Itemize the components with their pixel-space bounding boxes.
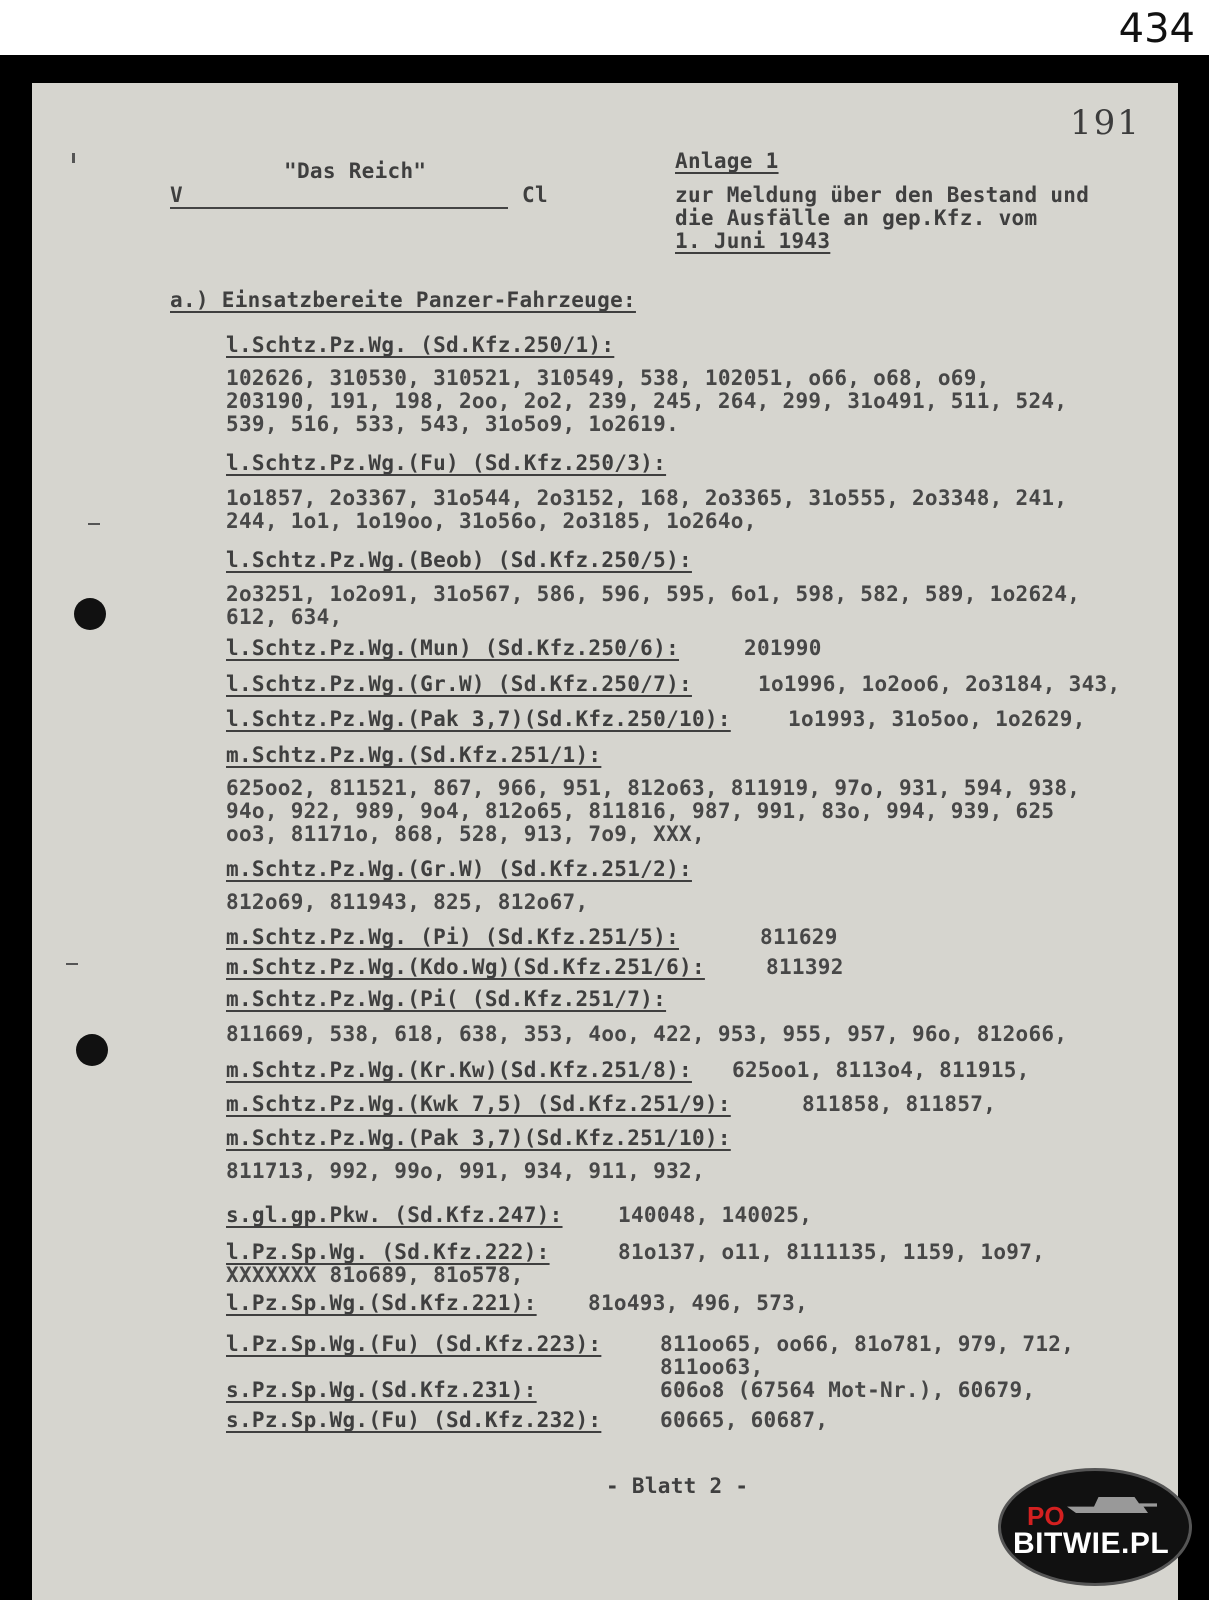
entry-values: 60665, 60687, (660, 1408, 829, 1432)
punch-hole-top (74, 598, 106, 630)
entry-label: m.Schtz.Pz.Wg. (Pi) (Sd.Kfz.251/5): (226, 925, 680, 949)
entry-label: l.Schtz.Pz.Wg.(Pak 3,7)(Sd.Kfz.250/10): (226, 707, 731, 731)
footer-blatt: - Blatt 2 - (606, 1474, 749, 1498)
entry-values: 203190, 191, 198, 2oo, 2o2, 239, 245, 264, 299, 31o491, 511, 524, (226, 389, 1068, 413)
entry-values: 811392 (766, 955, 844, 979)
entry-label: s.Pz.Sp.Wg.(Sd.Kfz.231): (226, 1378, 537, 1402)
entry-label: s.gl.gp.Pkw. (Sd.Kfz.247): (226, 1203, 563, 1227)
entry-values: 81o493, 496, 573, (588, 1291, 809, 1315)
entry-values: 94o, 922, 989, 9o4, 812o65, 811816, 987, 991, 83o, 994, 939, 625 (226, 799, 1055, 823)
entry-values: 811713, 992, 99o, 991, 934, 911, 932, (226, 1159, 705, 1183)
tank-icon (1067, 1497, 1157, 1513)
entry-label: m.Schtz.Pz.Wg.(Pi( (Sd.Kfz.251/7): (226, 987, 667, 1011)
top-bar (0, 0, 1209, 55)
entry-values: XXXXXXX 81o689, 81o578, (226, 1263, 524, 1287)
entry-values: 1o1993, 31o5oo, 1o2629, (788, 707, 1086, 731)
cl-label: Cl (522, 183, 548, 207)
entry-values: 625oo2, 811521, 867, 966, 951, 812o63, 811919, 97o, 931, 594, 938, (226, 776, 1081, 800)
entry-label: l.Pz.Sp.Wg.(Fu) (Sd.Kfz.223): (226, 1332, 602, 1356)
anlage-title: Anlage 1 (675, 149, 779, 173)
entry-values: 244, 1o1, 1o19oo, 31o56o, 2o3185, 1o264o, (226, 509, 757, 533)
section-title: a.) Einsatzbereite Panzer-Fahrzeuge: (170, 288, 636, 312)
entry-values: 811oo65, oo66, 81o781, 979, 712, (660, 1332, 1075, 1356)
entry-label: l.Pz.Sp.Wg.(Sd.Kfz.221): (226, 1291, 537, 1315)
entry-label: m.Schtz.Pz.Wg.(Sd.Kfz.251/1): (226, 743, 602, 767)
division-name: "Das Reich" (284, 159, 427, 183)
entry-label: l.Schtz.Pz.Wg.(Fu) (Sd.Kfz.250/3): (226, 451, 667, 475)
entry-label: l.Schtz.Pz.Wg.(Mun) (Sd.Kfz.250/6): (226, 636, 680, 660)
entry-values: 1o1996, 1o2oo6, 2o3184, 343, (758, 672, 1121, 696)
anlage-date: 1. Juni 1943 (675, 229, 831, 253)
anlage-line-2: die Ausfälle an gep.Kfz. vom (675, 206, 1038, 230)
entry-values: 539, 516, 533, 543, 31o5o9, 1o2619. (226, 412, 680, 436)
entry-values: 625oo1, 8113o4, 811915, (732, 1058, 1030, 1082)
entry-values: 102626, 310530, 310521, 310549, 538, 102051, o66, o68, o69, (226, 366, 990, 390)
entry-values: 811629 (760, 925, 838, 949)
entry-values: 201990 (744, 636, 822, 660)
entry-values: 811oo63, (660, 1355, 764, 1379)
header-rule (170, 207, 508, 209)
anlage-line-1: zur Meldung über den Bestand und (675, 183, 1090, 207)
entry-values: oo3, 81171o, 868, 528, 913, 7o9, XXX, (226, 822, 705, 846)
entry-label: m.Schtz.Pz.Wg.(Pak 3,7)(Sd.Kfz.251/10): (226, 1126, 731, 1150)
entry-values: 812o69, 811943, 825, 812o67, (226, 890, 589, 914)
entry-values: 612, 634, (226, 605, 343, 629)
punch-hole-bottom (76, 1034, 108, 1066)
entry-values: 2o3251, 1o2o91, 31o567, 586, 596, 595, 6o1, 598, 582, 589, 1o2624, (226, 582, 1081, 606)
entry-label: s.Pz.Sp.Wg.(Fu) (Sd.Kfz.232): (226, 1408, 602, 1432)
entry-values: 606o8 (67564 Mot-Nr.), 60679, (660, 1378, 1036, 1402)
document-page (32, 83, 1178, 1600)
archive-number: 434 (1118, 6, 1195, 52)
section-letter (170, 288, 636, 312)
entry-label: l.Schtz.Pz.Wg. (Sd.Kfz.250/1): (226, 333, 615, 357)
margin-mark (72, 153, 75, 163)
entry-label: m.Schtz.Pz.Wg.(Kdo.Wg)(Sd.Kfz.251/6): (226, 955, 705, 979)
page-number: 191 (1070, 103, 1141, 143)
margin-mark (66, 963, 78, 965)
entry-label: l.Pz.Sp.Wg. (Sd.Kfz.222): (226, 1240, 550, 1264)
entry-values: 81o137, o11, 8111135, 1159, 1o97, (618, 1240, 1046, 1264)
entry-values: 811858, 811857, (802, 1092, 997, 1116)
v-label: V (170, 183, 183, 207)
entry-label: m.Schtz.Pz.Wg.(Gr.W) (Sd.Kfz.251/2): (226, 857, 692, 881)
entry-label: l.Schtz.Pz.Wg.(Gr.W) (Sd.Kfz.250/7): (226, 672, 692, 696)
logo-bitwie-text: BITWIE.PL (1013, 1527, 1170, 1560)
entry-label: m.Schtz.Pz.Wg.(Kwk 7,5) (Sd.Kfz.251/9): (226, 1092, 731, 1116)
entry-values: 140048, 140025, (618, 1203, 813, 1227)
entry-values: 811669, 538, 618, 638, 353, 4oo, 422, 953, 955, 957, 96o, 812o66, (226, 1022, 1068, 1046)
entry-label: l.Schtz.Pz.Wg.(Beob) (Sd.Kfz.250/5): (226, 548, 692, 572)
entry-values: 1o1857, 2o3367, 31o544, 2o3152, 168, 2o3365, 31o555, 2o3348, 241, (226, 486, 1068, 510)
entry-label: m.Schtz.Pz.Wg.(Kr.Kw)(Sd.Kfz.251/8): (226, 1058, 692, 1082)
logo-po-text: PO (1027, 1501, 1065, 1531)
margin-mark (88, 523, 100, 525)
pobitwie-logo (998, 1468, 1192, 1586)
